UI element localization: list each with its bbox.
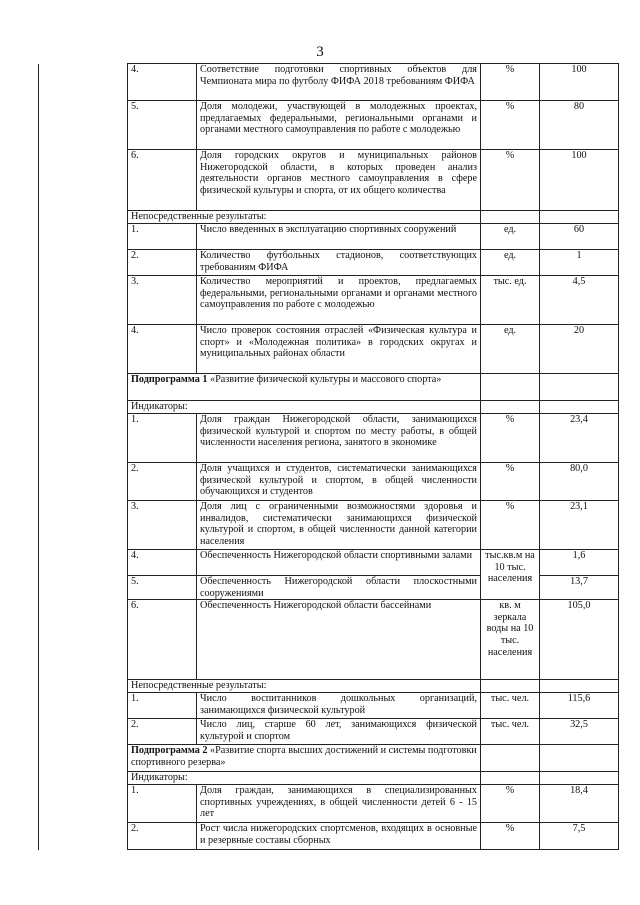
row-value: 18,4 (540, 785, 619, 823)
row-description: Количество футбольных стадионов, соответствующих требованиям ФИФА (197, 250, 481, 276)
empty-unit-cell (481, 211, 540, 224)
row-unit: % (481, 414, 540, 463)
empty-unit-cell (481, 772, 540, 785)
row-value: 80 (540, 101, 619, 150)
row-value: 4,5 (540, 276, 619, 325)
row-description: Доля лиц с ограниченными возможностями здоровья и инвалидов, систематически занимающихся физической культурой и спортом, в общей численности данной категории населения (197, 501, 481, 550)
row-unit: % (481, 101, 540, 150)
section-label: Индикаторы: (128, 772, 481, 785)
row-unit: ед. (481, 325, 540, 374)
row-number: 2. (128, 719, 197, 745)
row-number: 2. (128, 823, 197, 850)
row-description: Доля городских округов и муниципальных районов Нижегородской области, в которых проведен анализ деятельности органов местного самоуправления в сфере физической культуры и спорта, от их общего количества (197, 150, 481, 211)
row-value: 1 (540, 250, 619, 276)
subprogram-name: Подпрограмма 2 (131, 745, 208, 757)
row-unit: % (481, 823, 540, 850)
row-number: 3. (128, 276, 197, 325)
row-description: Доля граждан, занимающихся в специализированных спортивных учреждениях, в общей численности детей 6 - 15 лет (197, 785, 481, 823)
row-unit: % (481, 64, 540, 101)
row-unit: % (481, 463, 540, 501)
row-unit: тыс.кв.м на 10 тыс. населения (481, 550, 540, 600)
row-value: 60 (540, 224, 619, 250)
row-value: 20 (540, 325, 619, 374)
row-unit: тыс. чел. (481, 693, 540, 719)
row-description: Количество мероприятий и проектов, предлагаемых федеральными, региональными органами и органами местного самоуправления по работе с молодежью (197, 276, 481, 325)
empty-value-cell (540, 211, 619, 224)
subprogram-description: «Развитие физической культуры и массового спорта» (207, 374, 442, 385)
row-value: 115,6 (540, 693, 619, 719)
row-number: 5. (128, 576, 197, 600)
row-description: Обеспеченность Нижегородской области плоскостными сооружениями (197, 576, 481, 600)
empty-unit-cell (481, 401, 540, 414)
row-description: Обеспеченность Нижегородской области спортивными залами (197, 550, 481, 576)
row-unit: ед. (481, 224, 540, 250)
row-value: 7,5 (540, 823, 619, 850)
row-unit: кв. м зеркала воды на 10 тыс. населения (481, 600, 540, 680)
table-row (39, 64, 619, 101)
row-description: Доля молодежи, участвующей в молодежных проектах, предлагаемых федеральными, региональными органами и органами местного самоуправления по работе с молодежью (197, 101, 481, 150)
row-value: 105,0 (540, 600, 619, 680)
row-description: Соответствие подготовки спортивных объектов для Чемпионата мира по футболу ФИФА 2018 требованиям ФИФА (197, 64, 481, 101)
empty-value-cell (540, 374, 619, 401)
row-description: Доля учащихся и студентов, систематически занимающихся физической культурой и спортом, в общей численности обучающихся и студентов (197, 463, 481, 501)
empty-unit-cell (481, 745, 540, 772)
row-value: 100 (540, 64, 619, 101)
row-description: Число воспитанников дошкольных организаций, занимающихся физической культурой (197, 693, 481, 719)
row-description: Рост числа нижегородских спортсменов, входящих в основные и резервные составы сборных (197, 823, 481, 850)
row-number: 6. (128, 600, 197, 680)
left-margin-column (39, 64, 128, 850)
subprogram-title (128, 745, 481, 772)
row-number: 1. (128, 693, 197, 719)
row-description: Число проверок состояния отраслей «Физическая культура и спорт» и «Молодежная политика» в городских округах и муниципальных районах области (197, 325, 481, 374)
row-value: 1,6 (540, 550, 619, 576)
row-unit: тыс. чел. (481, 719, 540, 745)
row-value: 23,4 (540, 414, 619, 463)
row-description: Число введенных в эксплуатацию спортивных сооружений (197, 224, 481, 250)
subprogram-description: «Развитие спорта высших достижений и системы подготовки спортивного резерва» (131, 745, 477, 768)
row-value: 23,1 (540, 501, 619, 550)
row-value: 80,0 (540, 463, 619, 501)
row-number: 2. (128, 250, 197, 276)
row-number: 6. (128, 150, 197, 211)
empty-value-cell (540, 401, 619, 414)
section-label: Индикаторы: (128, 401, 481, 414)
row-number: 4. (128, 64, 197, 101)
section-label: Непосредственные результаты: (128, 680, 481, 693)
row-number: 4. (128, 325, 197, 374)
row-number: 3. (128, 501, 197, 550)
empty-value-cell (540, 745, 619, 772)
page-number: 3 (316, 44, 324, 60)
row-value: 13,7 (540, 576, 619, 600)
row-unit: % (481, 785, 540, 823)
empty-value-cell (540, 772, 619, 785)
subprogram-name: Подпрограмма 1 (131, 374, 208, 385)
row-value: 100 (540, 150, 619, 211)
row-value: 32,5 (540, 719, 619, 745)
row-unit: ед. (481, 250, 540, 276)
row-number: 1. (128, 785, 197, 823)
row-unit: % (481, 501, 540, 550)
row-description: Обеспеченность Нижегородской области бассейнами (197, 600, 481, 680)
subprogram-title (128, 374, 481, 401)
row-description: Доля граждан Нижегородской области, занимающихся физической культурой и спортом по месту работы, в общей численности населения региона, занятого в экономике (197, 414, 481, 463)
row-unit: тыс. ед. (481, 276, 540, 325)
empty-unit-cell (481, 374, 540, 401)
row-number: 1. (128, 414, 197, 463)
row-number: 4. (128, 550, 197, 576)
empty-value-cell (540, 680, 619, 693)
row-unit: % (481, 150, 540, 211)
section-label: Непосредственные результаты: (128, 211, 481, 224)
empty-unit-cell (481, 680, 540, 693)
indicators-table (38, 63, 619, 850)
row-number: 5. (128, 101, 197, 150)
row-description: Число лиц, старше 60 лет, занимающихся физической культурой и спортом (197, 719, 481, 745)
row-number: 1. (128, 224, 197, 250)
row-number: 2. (128, 463, 197, 501)
